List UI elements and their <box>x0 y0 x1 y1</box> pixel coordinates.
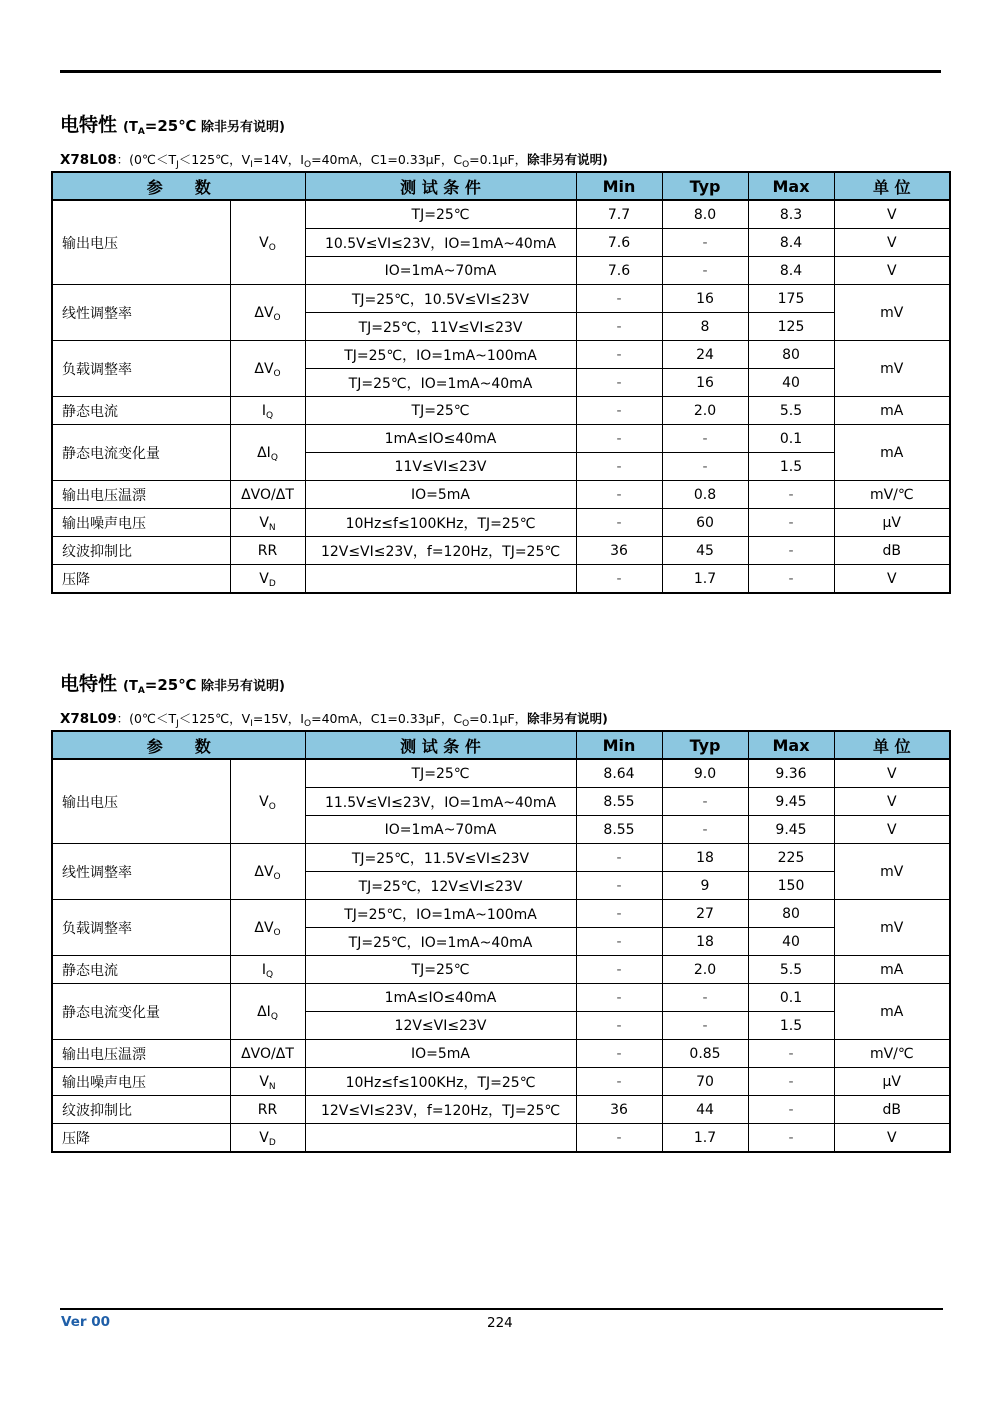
header-conditions: 测 试 条 件 <box>305 731 576 759</box>
value-max: 175 <box>748 285 834 313</box>
param-symbol: $\Delta V_O$ <box>230 341 305 397</box>
value-typ: 9 <box>662 872 748 900</box>
header-typ: Typ <box>662 172 748 200</box>
section-heading <box>60 110 285 137</box>
value-max: 150 <box>748 872 834 900</box>
unit: mA <box>834 397 950 425</box>
device-conditions: X78L09：($0℃<T_J<125℃$，$V_I=15V$，$I_O=40mA$，C1=0.33μF，$C_O=0.1\mu F$，除非另有说明) <box>60 711 608 729</box>
value-max: - <box>748 1068 834 1096</box>
test-condition: 1mA≤IO≤40mA <box>305 984 576 1012</box>
table-row <box>52 1068 950 1096</box>
header-max: Max <box>748 731 834 759</box>
unit: V <box>834 257 950 285</box>
value-min: - <box>576 928 662 956</box>
footer-version: Ver 00 <box>61 1314 111 1330</box>
table-row <box>52 900 950 928</box>
value-min: - <box>576 900 662 928</box>
param-name: 线性调整率 <box>52 285 230 341</box>
value-typ: - <box>662 788 748 816</box>
value-typ: 2.0 <box>662 956 748 984</box>
value-max: - <box>748 1124 834 1153</box>
param-name: 静态电流 <box>52 397 230 425</box>
spec-table <box>51 171 951 594</box>
value-max: 9.36 <box>748 759 834 788</box>
param-name: 静态电流变化量 <box>52 425 230 481</box>
value-max: 9.45 <box>748 816 834 844</box>
value-min: - <box>576 565 662 594</box>
value-max: 8.3 <box>748 200 834 229</box>
header-row <box>52 731 950 759</box>
value-typ: 18 <box>662 844 748 872</box>
test-condition: IO=1mA~70mA <box>305 257 576 285</box>
value-min: - <box>576 1124 662 1153</box>
value-typ: 24 <box>662 341 748 369</box>
table-row <box>52 984 950 1012</box>
unit: dB <box>834 537 950 565</box>
unit: mA <box>834 984 950 1040</box>
value-max: - <box>748 509 834 537</box>
value-min: - <box>576 872 662 900</box>
test-condition: IO=5mA <box>305 1040 576 1068</box>
value-min: 36 <box>576 1096 662 1124</box>
test-condition: 10Hz≤f≤100KHz，TJ=25℃ <box>305 1068 576 1096</box>
param-name: 纹波抑制比 <box>52 537 230 565</box>
value-typ: - <box>662 425 748 453</box>
value-min: - <box>576 481 662 509</box>
param-symbol: $\Delta I_Q$ <box>230 425 305 481</box>
param-symbol: $\Delta I_Q$ <box>230 984 305 1040</box>
header-conditions: 测 试 条 件 <box>305 172 576 200</box>
section-heading <box>60 669 285 696</box>
value-typ: 2.0 <box>662 397 748 425</box>
test-condition <box>305 1124 576 1153</box>
value-max: 0.1 <box>748 425 834 453</box>
table-row <box>52 1124 950 1153</box>
value-min: - <box>576 1068 662 1096</box>
param-name: 压降 <box>52 565 230 594</box>
table-row <box>52 509 950 537</box>
test-condition: TJ=25℃，IO=1mA~100mA <box>305 900 576 928</box>
param-name: 静态电流 <box>52 956 230 984</box>
table-row <box>52 341 950 369</box>
value-max: 0.1 <box>748 984 834 1012</box>
test-condition: TJ=25℃ <box>305 956 576 984</box>
value-typ: 27 <box>662 900 748 928</box>
test-condition: TJ=25℃，IO=1mA~40mA <box>305 928 576 956</box>
value-min: - <box>576 844 662 872</box>
param-symbol: $I_Q$ <box>230 956 305 984</box>
unit: V <box>834 565 950 594</box>
value-typ: 9.0 <box>662 759 748 788</box>
value-min: - <box>576 984 662 1012</box>
table-row <box>52 397 950 425</box>
value-min: - <box>576 397 662 425</box>
spec-table <box>51 730 951 1153</box>
value-typ: 18 <box>662 928 748 956</box>
value-typ: 44 <box>662 1096 748 1124</box>
value-typ: 1.7 <box>662 1124 748 1153</box>
param-name: 输出电压温漂 <box>52 481 230 509</box>
value-max: 1.5 <box>748 1012 834 1040</box>
value-max: 125 <box>748 313 834 341</box>
value-min: 36 <box>576 537 662 565</box>
header-typ: Typ <box>662 731 748 759</box>
heading-condition: ($T_A=25℃$ 除非另有说明) <box>123 676 285 696</box>
value-max: - <box>748 565 834 594</box>
param-symbol: ΔVO/ΔT <box>230 1040 305 1068</box>
test-condition: 1mA≤IO≤40mA <box>305 425 576 453</box>
param-name: 线性调整率 <box>52 844 230 900</box>
param-symbol: $\Delta V_O$ <box>230 900 305 956</box>
table-row <box>52 200 950 229</box>
unit: μV <box>834 1068 950 1096</box>
test-condition <box>305 565 576 594</box>
header-param: 参 数 <box>52 172 305 200</box>
header-min: Min <box>576 731 662 759</box>
value-min: 8.55 <box>576 788 662 816</box>
table-row <box>52 956 950 984</box>
test-condition: TJ=25℃ <box>305 200 576 229</box>
param-symbol: $V_O$ <box>230 759 305 844</box>
table-row <box>52 481 950 509</box>
header-max: Max <box>748 172 834 200</box>
header-row <box>52 172 950 200</box>
test-condition: TJ=25℃，11V≤VI≤23V <box>305 313 576 341</box>
test-condition: TJ=25℃，IO=1mA~100mA <box>305 341 576 369</box>
value-typ: - <box>662 1012 748 1040</box>
test-condition: TJ=25℃ <box>305 397 576 425</box>
table-row <box>52 565 950 594</box>
unit: V <box>834 816 950 844</box>
value-max: 5.5 <box>748 397 834 425</box>
value-typ: - <box>662 816 748 844</box>
unit: mV <box>834 844 950 900</box>
value-min: - <box>576 425 662 453</box>
test-condition: TJ=25℃，11.5V≤VI≤23V <box>305 844 576 872</box>
unit: V <box>834 200 950 229</box>
param-symbol: $\Delta V_O$ <box>230 285 305 341</box>
header-param: 参 数 <box>52 731 305 759</box>
value-typ: 8.0 <box>662 200 748 229</box>
test-condition: TJ=25℃，12V≤VI≤23V <box>305 872 576 900</box>
unit: mV/℃ <box>834 1040 950 1068</box>
value-max: - <box>748 1040 834 1068</box>
value-min: 7.7 <box>576 200 662 229</box>
value-min: - <box>576 453 662 481</box>
test-condition: 12V≤VI≤23V <box>305 1012 576 1040</box>
param-symbol: $V_N$ <box>230 1068 305 1096</box>
param-symbol: $V_O$ <box>230 200 305 285</box>
param-name: 输出噪声电压 <box>52 509 230 537</box>
value-typ: - <box>662 984 748 1012</box>
test-condition: TJ=25℃ <box>305 759 576 788</box>
unit: mA <box>834 956 950 984</box>
unit: mV/℃ <box>834 481 950 509</box>
device-conditions: X78L08：($0℃<T_J<125℃$，$V_I=14V$，$I_O=40mA$，C1=0.33μF，$C_O=0.1\mu F$，除非另有说明) <box>60 152 608 170</box>
value-max: - <box>748 537 834 565</box>
param-name: 纹波抑制比 <box>52 1096 230 1124</box>
value-max: 9.45 <box>748 788 834 816</box>
device-name: X78L09 <box>60 711 117 727</box>
value-typ: 60 <box>662 509 748 537</box>
unit: V <box>834 229 950 257</box>
value-typ: 45 <box>662 537 748 565</box>
heading-title: 电特性 <box>60 673 118 695</box>
unit: mV <box>834 285 950 341</box>
param-symbol: RR <box>230 537 305 565</box>
value-typ: - <box>662 453 748 481</box>
test-condition: 10.5V≤VI≤23V，IO=1mA~40mA <box>305 229 576 257</box>
param-name: 输出噪声电压 <box>52 1068 230 1096</box>
param-name: 输出电压温漂 <box>52 1040 230 1068</box>
value-min: - <box>576 509 662 537</box>
table-row <box>52 425 950 453</box>
test-condition: TJ=25℃，IO=1mA~40mA <box>305 369 576 397</box>
table-row <box>52 844 950 872</box>
test-condition: IO=5mA <box>305 481 576 509</box>
value-min: 8.64 <box>576 759 662 788</box>
value-max: 5.5 <box>748 956 834 984</box>
param-symbol: $V_D$ <box>230 1124 305 1153</box>
unit: dB <box>834 1096 950 1124</box>
param-name: 压降 <box>52 1124 230 1153</box>
param-symbol: ΔVO/ΔT <box>230 481 305 509</box>
value-max: - <box>748 481 834 509</box>
value-max: - <box>748 1096 834 1124</box>
footer-rule <box>60 1308 943 1310</box>
param-symbol: $\Delta V_O$ <box>230 844 305 900</box>
value-min: - <box>576 341 662 369</box>
test-condition: 11.5V≤VI≤23V，IO=1mA~40mA <box>305 788 576 816</box>
header-unit: 单 位 <box>834 731 950 759</box>
value-min: - <box>576 313 662 341</box>
value-typ: - <box>662 257 748 285</box>
heading-condition: ($T_A=25℃$ 除非另有说明) <box>123 117 285 137</box>
value-typ: 0.8 <box>662 481 748 509</box>
test-condition: 12V≤VI≤23V，f=120Hz，TJ=25℃ <box>305 537 576 565</box>
param-symbol: RR <box>230 1096 305 1124</box>
unit: V <box>834 1124 950 1153</box>
value-min: 7.6 <box>576 229 662 257</box>
value-max: 1.5 <box>748 453 834 481</box>
value-max: 80 <box>748 341 834 369</box>
value-min: 8.55 <box>576 816 662 844</box>
value-max: 40 <box>748 369 834 397</box>
param-name: 负载调整率 <box>52 341 230 397</box>
table-row <box>52 759 950 788</box>
table-row <box>52 1040 950 1068</box>
test-condition: 11V≤VI≤23V <box>305 453 576 481</box>
unit: V <box>834 788 950 816</box>
value-max: 40 <box>748 928 834 956</box>
param-symbol: $V_N$ <box>230 509 305 537</box>
value-min: - <box>576 369 662 397</box>
param-name: 静态电流变化量 <box>52 984 230 1040</box>
unit: mV <box>834 341 950 397</box>
value-typ: - <box>662 229 748 257</box>
footer-page-number: 224 <box>487 1315 513 1331</box>
value-typ: 0.85 <box>662 1040 748 1068</box>
table-row <box>52 1096 950 1124</box>
param-name: 输出电压 <box>52 759 230 844</box>
param-name: 负载调整率 <box>52 900 230 956</box>
value-max: 8.4 <box>748 229 834 257</box>
heading-title: 电特性 <box>60 114 118 136</box>
value-max: 80 <box>748 900 834 928</box>
header-min: Min <box>576 172 662 200</box>
test-condition: IO=1mA~70mA <box>305 816 576 844</box>
param-symbol: $V_D$ <box>230 565 305 594</box>
value-max: 8.4 <box>748 257 834 285</box>
value-typ: 16 <box>662 369 748 397</box>
device-name: X78L08 <box>60 152 117 168</box>
unit: V <box>834 759 950 788</box>
value-min: - <box>576 956 662 984</box>
value-min: - <box>576 1040 662 1068</box>
test-condition: TJ=25℃，10.5V≤VI≤23V <box>305 285 576 313</box>
value-typ: 70 <box>662 1068 748 1096</box>
value-typ: 1.7 <box>662 565 748 594</box>
value-min: - <box>576 1012 662 1040</box>
param-symbol: $I_Q$ <box>230 397 305 425</box>
param-name: 输出电压 <box>52 200 230 285</box>
value-typ: 8 <box>662 313 748 341</box>
value-min: 7.6 <box>576 257 662 285</box>
value-typ: 16 <box>662 285 748 313</box>
test-condition: 10Hz≤f≤100KHz，TJ=25℃ <box>305 509 576 537</box>
header-unit: 单 位 <box>834 172 950 200</box>
unit: mV <box>834 900 950 956</box>
value-min: - <box>576 285 662 313</box>
value-max: 225 <box>748 844 834 872</box>
unit: mA <box>834 425 950 481</box>
table-row <box>52 537 950 565</box>
unit: μV <box>834 509 950 537</box>
test-condition: 12V≤VI≤23V，f=120Hz，TJ=25℃ <box>305 1096 576 1124</box>
header-rule <box>60 70 941 73</box>
table-row <box>52 285 950 313</box>
